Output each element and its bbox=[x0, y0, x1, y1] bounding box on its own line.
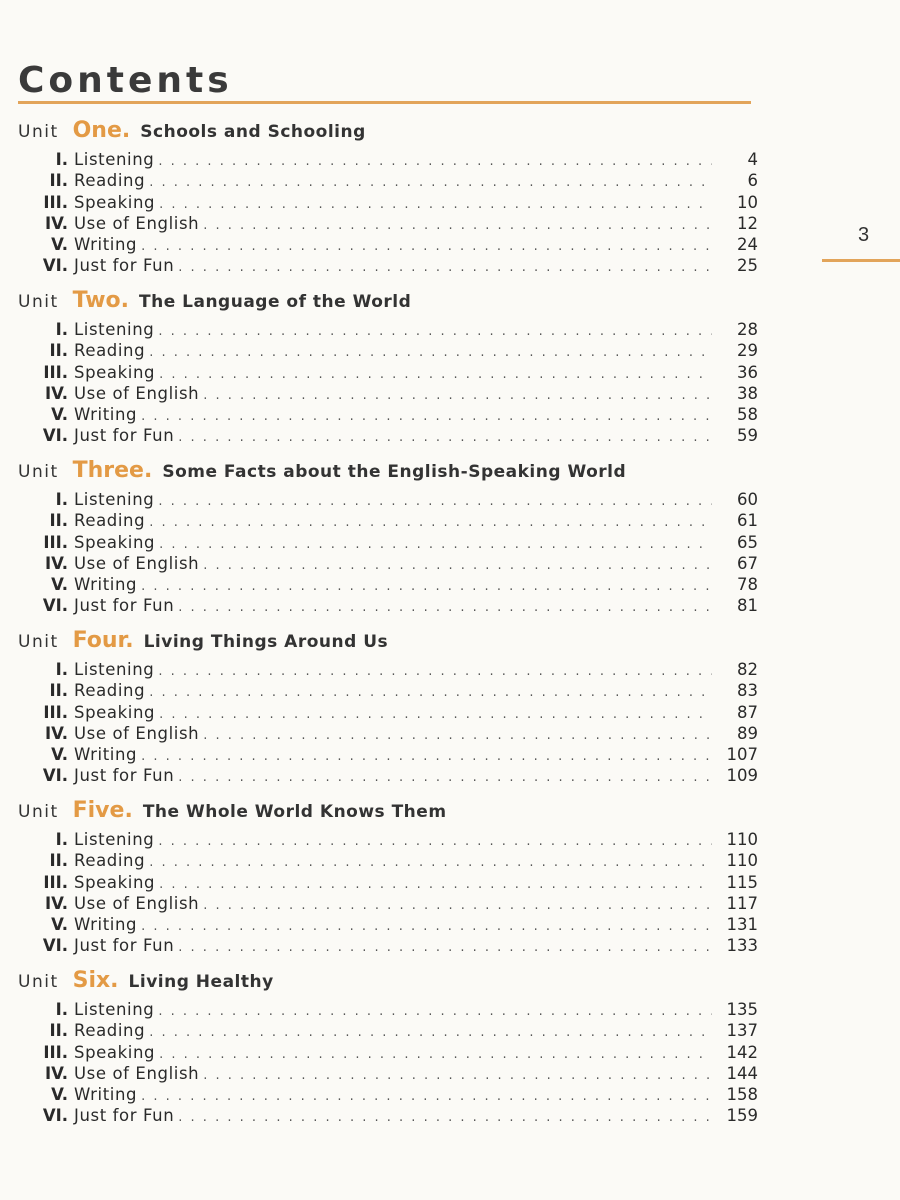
entry-number: VI. bbox=[42, 766, 68, 786]
toc-entry[interactable] bbox=[18, 596, 758, 617]
toc-entry[interactable] bbox=[18, 214, 758, 235]
entry-label: Speaking bbox=[74, 1042, 156, 1062]
entry-page: 67 bbox=[737, 553, 758, 573]
unit-heading bbox=[18, 288, 758, 320]
dot-leader bbox=[159, 537, 712, 552]
entry-label: Writing bbox=[74, 745, 138, 765]
entry-label: Reading bbox=[74, 171, 146, 191]
entry-label: Speaking bbox=[74, 362, 156, 382]
entry-label: Writing bbox=[74, 915, 138, 935]
entry-page: 89 bbox=[737, 723, 758, 743]
entry-number: IV. bbox=[44, 1063, 68, 1083]
toc-entry[interactable] bbox=[18, 936, 758, 957]
dot-leader bbox=[141, 239, 712, 254]
entry-number: V. bbox=[51, 1085, 68, 1105]
entry-label: Writing bbox=[74, 235, 138, 255]
unit-number: Four. bbox=[72, 628, 134, 653]
unit-word: Unit bbox=[18, 972, 59, 992]
entry-number: III. bbox=[43, 1042, 68, 1062]
entry-label: Listening bbox=[74, 830, 155, 849]
entry-page: 109 bbox=[726, 766, 758, 786]
entry-page: 159 bbox=[726, 1106, 758, 1126]
dot-leader bbox=[141, 409, 712, 424]
entry-number: III. bbox=[43, 532, 68, 552]
entry-page: 117 bbox=[726, 893, 758, 913]
dot-leader bbox=[159, 197, 712, 212]
toc-entry[interactable] bbox=[18, 363, 758, 384]
entry-number: III. bbox=[43, 872, 68, 892]
toc-entry[interactable] bbox=[18, 256, 758, 277]
toc-entry[interactable] bbox=[18, 426, 758, 447]
entry-label: Speaking bbox=[74, 532, 156, 552]
dot-leader bbox=[141, 1089, 712, 1104]
entry-number: I. bbox=[55, 320, 68, 339]
units-list bbox=[18, 118, 758, 1138]
unit-entries bbox=[18, 320, 758, 448]
dot-leader bbox=[149, 855, 712, 870]
entry-number: VI. bbox=[42, 936, 68, 956]
unit-section bbox=[18, 798, 758, 968]
dot-leader bbox=[159, 707, 712, 722]
entry-number: III. bbox=[43, 362, 68, 382]
entry-label: Reading bbox=[74, 1021, 146, 1041]
unit-title: Schools and Schooling bbox=[140, 122, 366, 142]
unit-entries bbox=[18, 490, 758, 618]
entry-number: VI. bbox=[42, 1106, 68, 1126]
unit-word: Unit bbox=[18, 462, 59, 482]
toc-entry[interactable] bbox=[18, 1021, 758, 1042]
dot-leader bbox=[178, 430, 712, 445]
entry-page: 10 bbox=[737, 192, 758, 212]
page-number: 3 bbox=[858, 224, 870, 246]
dot-leader bbox=[203, 218, 712, 233]
unit-entries bbox=[18, 150, 758, 278]
entry-page: 144 bbox=[726, 1063, 758, 1083]
entry-page: 65 bbox=[737, 532, 758, 552]
entry-page: 28 bbox=[737, 320, 758, 339]
entry-label: Speaking bbox=[74, 702, 156, 722]
unit-heading bbox=[18, 968, 758, 1000]
entry-number: I. bbox=[55, 660, 68, 679]
toc-entry[interactable] bbox=[18, 171, 758, 192]
unit-section bbox=[18, 628, 758, 798]
unit-word: Unit bbox=[18, 632, 59, 652]
entry-label: Listening bbox=[74, 660, 155, 679]
entry-page: 137 bbox=[726, 1021, 758, 1041]
unit-number: Two. bbox=[72, 288, 129, 313]
entry-number: VI. bbox=[42, 426, 68, 446]
unit-word: Unit bbox=[18, 122, 59, 142]
toc-entry[interactable] bbox=[18, 554, 758, 575]
dot-leader bbox=[149, 175, 712, 190]
dot-leader bbox=[158, 664, 712, 679]
page-title: Contents bbox=[18, 60, 233, 101]
entry-page: 78 bbox=[737, 575, 758, 595]
entry-label: Just for Fun bbox=[74, 936, 175, 956]
entry-page: 25 bbox=[737, 256, 758, 276]
entry-page: 133 bbox=[726, 936, 758, 956]
dot-leader bbox=[158, 834, 712, 849]
toc-entry[interactable] bbox=[18, 851, 758, 872]
toc-entry[interactable] bbox=[18, 830, 758, 851]
entry-page: 87 bbox=[737, 702, 758, 722]
unit-number: Five. bbox=[72, 798, 133, 823]
entry-label: Writing bbox=[74, 1085, 138, 1105]
toc-entry[interactable] bbox=[18, 320, 758, 341]
entry-page: 83 bbox=[737, 681, 758, 701]
entry-page: 38 bbox=[737, 383, 758, 403]
unit-number: Three. bbox=[72, 458, 153, 483]
toc-entry[interactable] bbox=[18, 1085, 758, 1106]
title-rule bbox=[18, 101, 751, 104]
entry-label: Speaking bbox=[74, 872, 156, 892]
entry-label: Reading bbox=[74, 511, 146, 531]
entry-label: Reading bbox=[74, 851, 146, 871]
dot-leader bbox=[178, 770, 712, 785]
entry-label: Writing bbox=[74, 575, 138, 595]
unit-title: The Whole World Knows Them bbox=[142, 802, 447, 822]
entry-label: Just for Fun bbox=[74, 426, 175, 446]
toc-entry[interactable] bbox=[18, 150, 758, 171]
unit-title: Living Healthy bbox=[128, 972, 274, 992]
unit-title: Living Things Around Us bbox=[143, 632, 389, 652]
unit-number: Six. bbox=[72, 968, 119, 993]
entry-page: 60 bbox=[737, 490, 758, 509]
toc-entry[interactable] bbox=[18, 341, 758, 362]
entry-label: Reading bbox=[74, 341, 146, 361]
entry-number: IV. bbox=[44, 553, 68, 573]
unit-section bbox=[18, 118, 758, 288]
entry-label: Writing bbox=[74, 405, 138, 425]
entry-page: 131 bbox=[726, 915, 758, 935]
entry-label: Use of English bbox=[74, 893, 200, 913]
toc-entry[interactable] bbox=[18, 490, 758, 511]
entry-number: IV. bbox=[44, 213, 68, 233]
dot-leader bbox=[203, 728, 712, 743]
entry-number: I. bbox=[55, 150, 68, 169]
entry-number: V. bbox=[51, 235, 68, 255]
entry-page: 61 bbox=[737, 511, 758, 531]
unit-entries bbox=[18, 660, 758, 788]
toc-entry[interactable] bbox=[18, 1043, 758, 1064]
unit-entries bbox=[18, 1000, 758, 1128]
entry-label: Listening bbox=[74, 1000, 155, 1019]
entry-label: Listening bbox=[74, 490, 155, 509]
entry-page: 115 bbox=[726, 872, 758, 892]
entry-number: I. bbox=[55, 1000, 68, 1019]
entry-number: II. bbox=[49, 511, 68, 531]
unit-word: Unit bbox=[18, 292, 59, 312]
unit-heading bbox=[18, 118, 758, 150]
entry-page: 142 bbox=[726, 1042, 758, 1062]
dot-leader bbox=[141, 579, 712, 594]
dot-leader bbox=[158, 1004, 712, 1019]
dot-leader bbox=[159, 1047, 712, 1062]
entry-page: 110 bbox=[726, 830, 758, 849]
dot-leader bbox=[203, 1068, 712, 1083]
entry-label: Just for Fun bbox=[74, 766, 175, 786]
dot-leader bbox=[178, 1110, 712, 1125]
unit-heading bbox=[18, 798, 758, 830]
entry-page: 12 bbox=[737, 213, 758, 233]
toc-entry[interactable] bbox=[18, 1064, 758, 1085]
dot-leader bbox=[158, 494, 712, 509]
toc-entry[interactable] bbox=[18, 766, 758, 787]
entry-number: I. bbox=[55, 830, 68, 849]
toc-entry[interactable] bbox=[18, 873, 758, 894]
dot-leader bbox=[158, 154, 712, 169]
entry-number: III. bbox=[43, 192, 68, 212]
entry-label: Listening bbox=[74, 150, 155, 169]
unit-title: The Language of the World bbox=[139, 292, 412, 312]
entry-label: Just for Fun bbox=[74, 256, 175, 276]
entry-number: IV. bbox=[44, 383, 68, 403]
entry-number: V. bbox=[51, 575, 68, 595]
entry-number: IV. bbox=[44, 723, 68, 743]
entry-number: II. bbox=[49, 681, 68, 701]
entry-page: 36 bbox=[737, 362, 758, 382]
entry-number: II. bbox=[49, 341, 68, 361]
entry-number: VI. bbox=[42, 256, 68, 276]
entry-number: II. bbox=[49, 171, 68, 191]
dot-leader bbox=[149, 345, 712, 360]
dot-leader bbox=[178, 260, 712, 275]
unit-entries bbox=[18, 830, 758, 958]
toc-entry[interactable] bbox=[18, 1000, 758, 1021]
unit-section bbox=[18, 968, 758, 1138]
unit-title: Some Facts about the English-Speaking World bbox=[162, 462, 627, 482]
entry-page: 158 bbox=[726, 1085, 758, 1105]
toc-entry[interactable] bbox=[18, 533, 758, 554]
toc-entry[interactable] bbox=[18, 894, 758, 915]
entry-label: Use of English bbox=[74, 723, 200, 743]
dot-leader bbox=[203, 898, 712, 913]
entry-number: I. bbox=[55, 490, 68, 509]
entry-label: Just for Fun bbox=[74, 596, 175, 616]
toc-entry[interactable] bbox=[18, 235, 758, 256]
toc-entry[interactable] bbox=[18, 681, 758, 702]
page-number-rule bbox=[822, 259, 900, 262]
entry-number: V. bbox=[51, 405, 68, 425]
entry-page: 110 bbox=[726, 851, 758, 871]
entry-page: 29 bbox=[737, 341, 758, 361]
unit-word: Unit bbox=[18, 802, 59, 822]
unit-heading bbox=[18, 628, 758, 660]
toc-entry[interactable] bbox=[18, 405, 758, 426]
entry-page: 135 bbox=[726, 1000, 758, 1019]
toc-entry[interactable] bbox=[18, 915, 758, 936]
entry-page: 59 bbox=[737, 426, 758, 446]
dot-leader bbox=[159, 367, 712, 382]
entry-label: Use of English bbox=[74, 213, 200, 233]
entry-page: 82 bbox=[737, 660, 758, 679]
entry-label: Speaking bbox=[74, 192, 156, 212]
entry-number: V. bbox=[51, 915, 68, 935]
toc-entry[interactable] bbox=[18, 660, 758, 681]
toc-entry[interactable] bbox=[18, 1106, 758, 1127]
dot-leader bbox=[203, 558, 712, 573]
unit-section bbox=[18, 288, 758, 458]
dot-leader bbox=[178, 600, 712, 615]
entry-label: Use of English bbox=[74, 383, 200, 403]
entry-page: 81 bbox=[737, 596, 758, 616]
dot-leader bbox=[158, 324, 712, 339]
entry-page: 6 bbox=[747, 171, 758, 191]
entry-label: Just for Fun bbox=[74, 1106, 175, 1126]
toc-entry[interactable] bbox=[18, 575, 758, 596]
entry-page: 4 bbox=[747, 150, 758, 169]
entry-label: Reading bbox=[74, 681, 146, 701]
dot-leader bbox=[149, 1025, 712, 1040]
dot-leader bbox=[178, 940, 712, 955]
unit-heading bbox=[18, 458, 758, 490]
entry-number: II. bbox=[49, 851, 68, 871]
toc-entry[interactable] bbox=[18, 724, 758, 745]
dot-leader bbox=[149, 515, 712, 530]
toc-entry[interactable] bbox=[18, 384, 758, 405]
toc-entry[interactable] bbox=[18, 703, 758, 724]
toc-entry[interactable] bbox=[18, 193, 758, 214]
dot-leader bbox=[203, 388, 712, 403]
unit-section bbox=[18, 458, 758, 628]
entry-page: 107 bbox=[726, 745, 758, 765]
entry-label: Use of English bbox=[74, 1063, 200, 1083]
unit-number: One. bbox=[72, 118, 131, 143]
toc-entry[interactable] bbox=[18, 745, 758, 766]
dot-leader bbox=[159, 877, 712, 892]
entry-page: 58 bbox=[737, 405, 758, 425]
entry-label: Use of English bbox=[74, 553, 200, 573]
entry-page: 24 bbox=[737, 235, 758, 255]
entry-label: Listening bbox=[74, 320, 155, 339]
dot-leader bbox=[141, 749, 712, 764]
entry-number: III. bbox=[43, 702, 68, 722]
dot-leader bbox=[149, 685, 712, 700]
entry-number: VI. bbox=[42, 596, 68, 616]
entry-number: V. bbox=[51, 745, 68, 765]
dot-leader bbox=[141, 919, 712, 934]
entry-number: IV. bbox=[44, 893, 68, 913]
entry-number: II. bbox=[49, 1021, 68, 1041]
toc-entry[interactable] bbox=[18, 511, 758, 532]
